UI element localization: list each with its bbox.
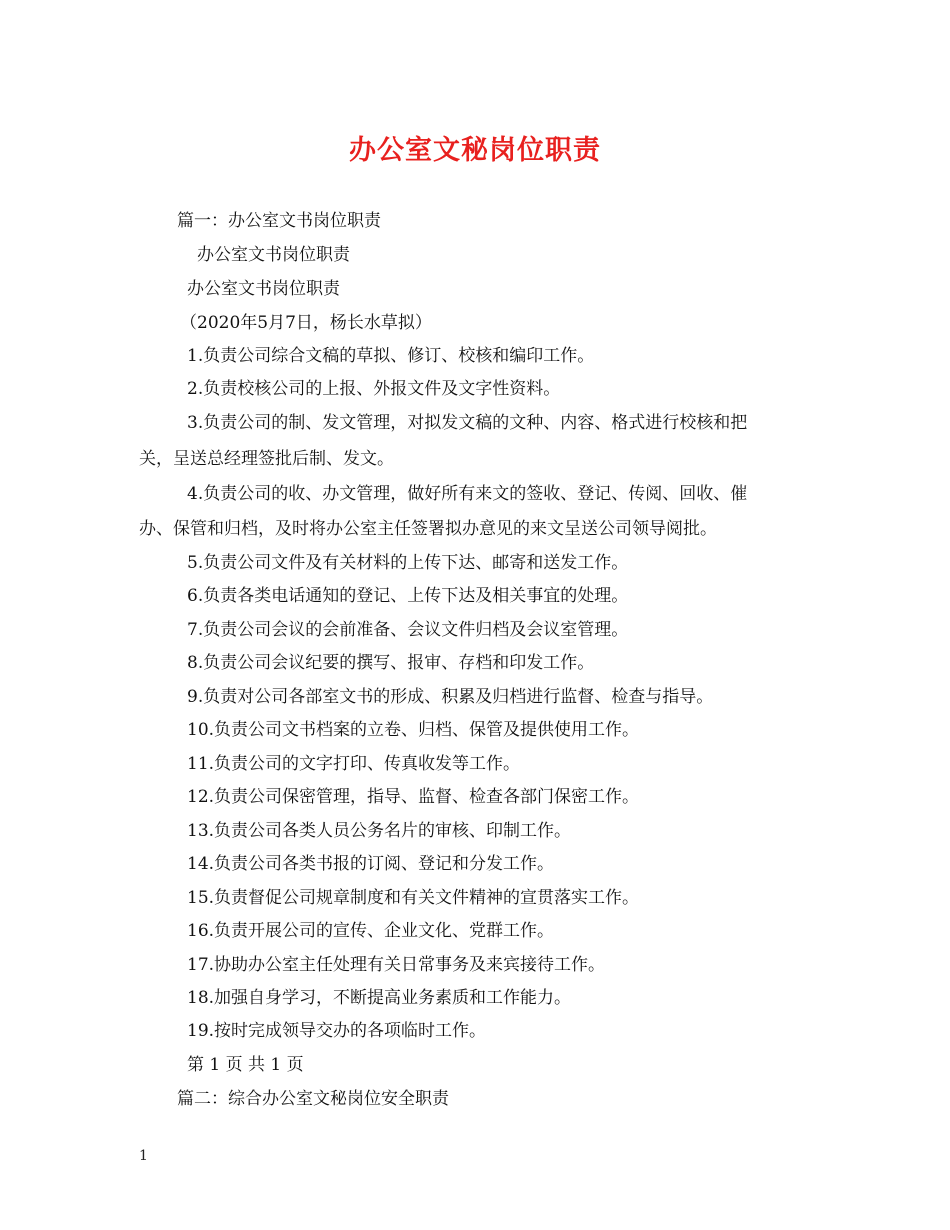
- sub-heading: 办公室文书岗位职责: [197, 245, 350, 265]
- list-item: 3.负责公司的制、发文管理，对拟发文稿的文种、内容、格式进行校核和把: [187, 413, 748, 433]
- list-item: 15.负责督促公司规章制度和有关文件精神的宣贯落实工作。: [187, 888, 640, 908]
- list-item-continuation: 办、保管和归档，及时将办公室主任签署拟办意见的来文呈送公司领导阅批。: [139, 519, 717, 539]
- list-item: 11.负责公司的文字打印、传真收发等工作。: [187, 754, 521, 774]
- list-item: 17.协助办公室主任处理有关日常事务及来宾接待工作。: [187, 955, 606, 975]
- list-item: 12.负责公司保密管理，指导、监督、检查各部门保密工作。: [187, 787, 640, 807]
- list-item: 9.负责对公司各部室文书的形成、积累及归档进行监督、检查与指导。: [187, 687, 714, 707]
- sub-heading: 办公室文书岗位职责: [187, 279, 340, 299]
- list-item: 10.负责公司文书档案的立卷、归档、保管及提供使用工作。: [187, 720, 640, 740]
- list-item: 4.负责公司的收、办文管理，做好所有来文的签收、登记、传阅、回收、催: [187, 484, 748, 504]
- list-item: 16.负责开展公司的宣传、企业文化、党群工作。: [187, 921, 555, 941]
- date-note: （2020年5月7日，杨长水草拟）: [180, 313, 432, 333]
- list-item: 13.负责公司各类人员公务名片的审核、印制工作。: [187, 821, 572, 841]
- section-2-heading: 篇二：综合办公室文秘岗位安全职责: [177, 1089, 449, 1109]
- document-title: 办公室文秘岗位职责: [349, 135, 601, 166]
- list-item-continuation: 关，呈送总经理签批后制、发文。: [139, 449, 394, 469]
- page-count: 第 1 页 共 1 页: [187, 1055, 304, 1075]
- list-item: 1.负责公司综合文稿的草拟、修订、校核和编印工作。: [187, 346, 595, 366]
- list-item: 5.负责公司文件及有关材料的上传下达、邮寄和送发工作。: [187, 553, 629, 573]
- list-item: 14.负责公司各类书报的订阅、登记和分发工作。: [187, 854, 555, 874]
- section-1-heading: 篇一：办公室文书岗位职责: [177, 211, 381, 231]
- list-item: 8.负责公司会议纪要的撰写、报审、存档和印发工作。: [187, 653, 595, 673]
- list-item: 18.加强自身学习，不断提高业务素质和工作能力。: [187, 988, 572, 1008]
- list-item: 7.负责公司会议的会前准备、会议文件归档及会议室管理。: [187, 620, 629, 640]
- list-item: 19.按时完成领导交办的各项临时工作。: [187, 1021, 487, 1041]
- footer-page-number: 1: [139, 1148, 148, 1164]
- list-item: 2.负责校核公司的上报、外报文件及文字性资料。: [187, 379, 561, 399]
- list-item: 6.负责各类电话通知的登记、上传下达及相关事宜的处理。: [187, 586, 629, 606]
